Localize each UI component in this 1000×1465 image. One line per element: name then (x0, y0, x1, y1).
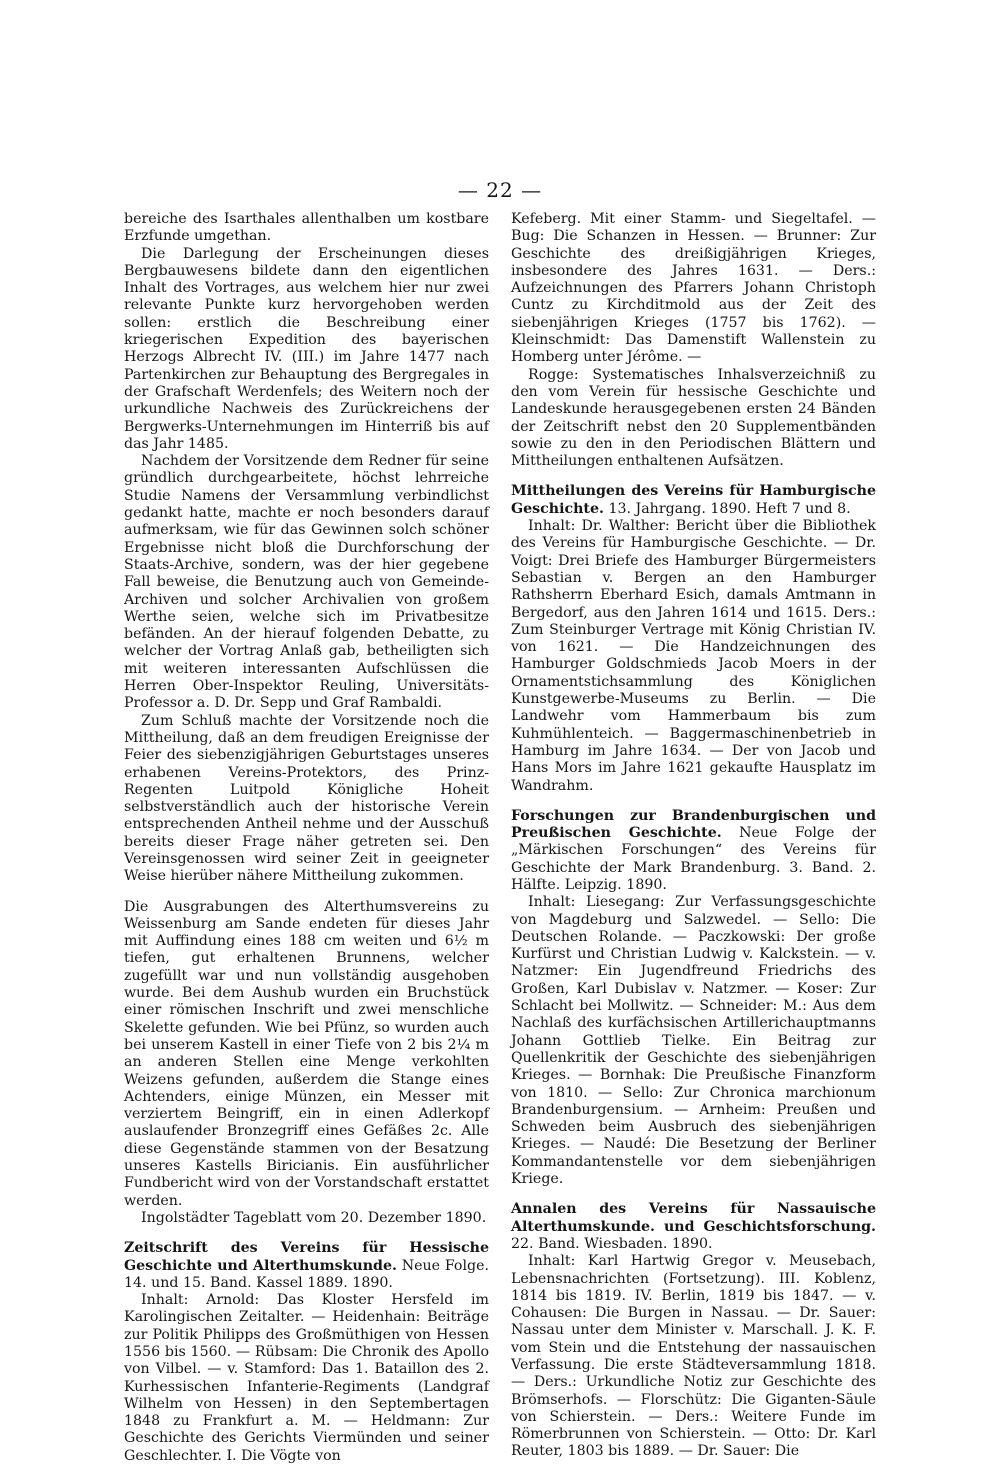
entry-contents-hamburg: Inhalt: Dr. Walther: Bericht über die Bibliothek des Vereins für Hamburgische Geschichte. — Dr. Voigt: Drei Briefe des Hamburger Bürgermeisters Sebastian v. Bergen an den Hamburger Rathsherrn Eberhard Esich, damals Amtmann in Bergedorf, aus den Jahren 1614 und 1615. Ders.: Zum Steinburger Vertrage mit König Christian IV. von 1621. — Die Handzeichnungen des Hamburger Goldschmieds Jacob Moers in der Ornamentstichsammlung des Königlichen Kunstgewerbe-Museums zu Berlin. — Die Landwehr vom Hammerbaum bis zum Kuhmühlenteich. — Baggermaschinenbetrieb in Hamburg im Jahre 1634. — Der von Jacob und Hans Mors im Jahre 1621 gekaufte Hausplatz im Wandrahm. (511, 518, 876, 794)
section-gap (124, 886, 489, 899)
entry-contents-nassau: Inhalt: Karl Hartwig Gregor v. Meusebach, Lebensnachrichten (Fortsetzung). III. Koblenz, 1814 bis 1819. IV. Berlin, 1819 bis 1847. — v. Cohausen: Die Burgen in Nassau. — Dr. Sauer: Nassau unter dem Minister v. Marschall. J. K. F. vom Stein und die Entstehung der nassauischen Verfassung. Die erste Städteversammlung 1818. — Ders.: Urkundliche Notiz zur Geschichte des Brömserhofs. — Florschütz: Die Giganten-Säule von Schierstein. — Ders.: Weitere Funde im Römerbrunnen von Schierstein. — Otto: Dr. Karl Reuter, 1803 bis 1889. — Dr. Sauer: Die (511, 1253, 876, 1460)
left-source-line: Ingolstädter Tageblatt vom 20. Dezember 1890. (141, 1209, 487, 1226)
right-column (511, 211, 876, 1461)
entry-hessen (124, 1240, 489, 1292)
left-paragraph-3: Nachdem der Vorsitzende dem Redner für seine gründlich durchgearbeitete, höchst lehrreiche Studie Namens der Versammlung verbindlichst gedankt hatte, machte er noch besonders darauf aufmerksam, wie für das Gewinnen solch schöner Ergebnisse nicht bloß die Durchforschung der Staats-Archive, sondern, was der hier gegebene Fall beweise, die Benutzung auch von Gemeinde-Archiven und solcher Archivalien von großem Werthe seien, welche sich im Privatbesitze befänden. An der hierauf folgenden Debatte, zu welcher der Vortrag Anlaß gab, betheiligten sich mit weiteren interessanten Aufschlüssen die Herren Ober-Inspektor Reuling, Universitäts-Professor a. D. Dr. Sepp und Graf Rambaldi. (124, 453, 489, 712)
entry-details-nassau: 22. Band. Wiesbaden. 1890. (511, 1235, 713, 1252)
right-paragraph-1: Kefeberg. Mit einer Stamm- und Siegeltafel. — Bug: Die Schanzen in Hessen. — Brunner: Zur Geschichte des dreißigjährigen Krieges, insbesondere des Jahres 1631. — Ders.: Aufzeichnungen des Pfarrers Johann Christoph Cuntz zu Kirchditmold aus der Zeit des siebenjährigen Krieges (1757 bis 1762). — Kleinschmidt: Das Damenstift Wallenstein zu Homberg unter Jérôme. — (511, 211, 876, 366)
left-paragraph-5: Die Ausgrabungen des Alterthumsvereins zu Weissenburg am Sande endeten für dieses Jahr mit Auffindung eines 188 cm weiten und 6½ m tiefen, gut erhaltenen Brunnens, welcher zugefüllt war und nun vollständig ausgehoben wurde. Bei dem Aushub wurden ein Bruchstück einer römischen Inschrift und zwei menschliche Skelette gefunden. Wie bei Pfünz, so wurden auch bei unserem Kastell in einer Tiefe von 2 bis 2¼ m an anderen Stellen eine Menge verkohlten Weizens gefunden, außerdem die Stange eines Achtenders, einige Münzen, ein Messer mit verziertem Beingriff, ein in einen Adlerkopf auslaufender Bronzegriff eines Gefäßes 2c. Alle diese Gegenstände stammen von der Besatzung unseres Kastells Biricianis. Ein ausführlicher Fundbericht wird von der Vorstandschaft erstattet werden. (124, 898, 489, 1209)
entry-heading-hamburg: Mittheilungen des Vereins für Hamburgische Geschichte. (511, 483, 876, 517)
left-column (124, 211, 489, 1465)
left-paragraph-2: Die Darlegung der Erscheinungen dieses Bergbauwesens bildete dann den eigentlichen Inhalt des Vortrages, aus welchem hier nur zwei relevante Punkte kurz hervorgehoben werden sollen: erstlich die Beschreibung einer kriegerischen Expedition des bayerischen Herzogs Albrecht IV. (III.) im Jahre 1477 nach Partenkirchen zur Behauptung des Bergregales in der Grafschaft Werdenfels; des Weitern noch der urkundliche Nachweis des Zurückreichens der Bergwerks-Unternehmungen im Hinterriß bis auf das Jahr 1485. (124, 245, 489, 452)
left-paragraph-1: bereiche des Isarthales allenthalben um kostbare Erzfunde umgethan. (124, 211, 489, 245)
entry-heading-brandenburg: Forschungen zur Brandenburgischen und Preußischen Geschichte. (511, 807, 876, 842)
entry-details-brandenburg: Neue Folge der „Märkischen Forschungen“ des Vereins für Geschichte der Mark Brandenburg. 3. Band. 2. Hälfte. Leipzig. 1890. (511, 825, 877, 893)
page-number: — 22 — (457, 178, 543, 202)
section-gap (511, 1188, 876, 1201)
section-gap (511, 795, 876, 808)
entry-nassau (511, 1201, 876, 1253)
entry-heading-nassau: Annalen des Vereins für Nassauische Alterthumskunde. und Geschichtsforschung. (511, 1201, 876, 1235)
entry-hamburg (511, 483, 876, 518)
section-gap (124, 1227, 489, 1240)
section-gap (511, 470, 876, 483)
left-paragraph-4: Zum Schluß machte der Vorsitzende noch die Mittheilung, daß an dem freudigen Ereignisse der Feier des siebenzigjährigen Geburtstages unseres erhabenen Vereins-Protektors, des Prinz-Regenten Luitpold Königliche Hoheit selbstverständlich auch der historische Verein entsprechenden Antheil nehme und der Ausschuß bereits dieser Frage näher getreten sei. Den Vereinsgenossen wird seiner Zeit in geeigneter Weise hierüber nähere Mittheilung zukommen. (124, 712, 489, 885)
entry-details-hamburg: 13. Jahrgang. 1890. Heft 7 und 8. (608, 500, 851, 517)
right-paragraph-2: Rogge: Systematisches Inhalsverzeichniß zu den vom Verein für hessische Geschichte und Landeskunde herausgegebenen ersten 24 Bänden der Zeitschrift nebst den 20 Supplementbänden sowie zu den in den Periodischen Blättern und Mittheilungen enthaltenen Aufsätzen. (511, 366, 876, 470)
entry-brandenburg (511, 808, 876, 894)
entry-heading-hessen: Zeitschrift des Vereins für Hessische Geschichte und Alterthumskunde. (124, 1240, 489, 1274)
entry-details-hessen: Neue Folge. 14. und 15. Band. Kassel 1889. 1890. (124, 1257, 489, 1291)
entry-contents-brandenburg: Inhalt: Liesegang: Zur Verfassungsgeschichte von Magdeburg und Salzwedel. — Sello: Die Deutschen Rolande. — Paczkowski: Der große Kurfürst und Christian Ludwig v. Kalckstein. — v. Natzmer: Ein Jugendfreund Friedrichs des Großen, Karl Dubislav v. Natzmer. — Koser: Zur Schlacht bei Mollwitz. — Schneider: M.: Aus dem Nachlaß des kurfächsischen Artillerichauptmanns Johann Gottlieb Tielke. Ein Beitrag zur Quellenkritik der Geschichte des siebenjährigen Krieges. — Bornhak: Die Preußische Finanzform von 1810. — Sello: Zur Chronica marchionum Brandenburgensium. — Arnheim: Preußen und Schweden beim Ausbruch des siebenjährigen Krieges. — Naudé: Die Besetzung der Berliner Kommandantenstelle vor dem siebenjährigen Kriege. (511, 894, 876, 1188)
entry-contents-hessen: Inhalt: Arnold: Das Kloster Hersfeld im Karolingischen Zeitalter. — Heidenhain: Beiträge zur Politik Philipps des Großmüthigen von Hessen 1556 bis 1560. — Rübsam: Die Chronik des Apollo von Vilbel. — v. Stamford: Das 1. Bataillon des 2. Kurhessischen Infanterie-Regiments (Landgraf Wilhelm von Hessen) in den Septembertagen 1848 zu Frankfurt a. M. — Heldmann: Zur Geschichte des Gerichts Viermünden und seiner Geschlechter. I. Die Vögte von (124, 1292, 489, 1464)
